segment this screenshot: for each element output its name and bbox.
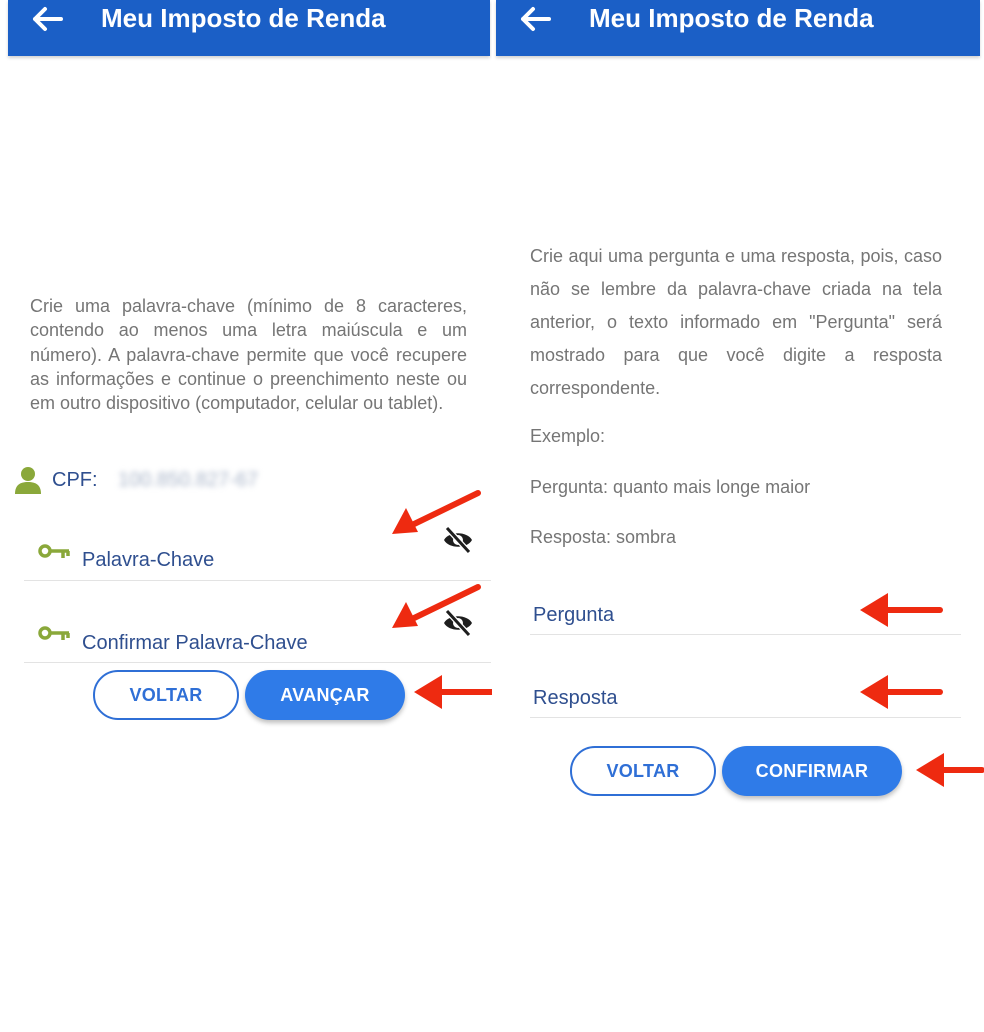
example-question: Pergunta: quanto mais longe maior	[530, 477, 811, 497]
keyword-instructions: Crie uma palavra-chave (mínimo de 8 caracteres, contendo ao menos uma letra maiúscula e um número). A palavra-chave permite que você recupere as informações e continue o preenchimento neste ou em outro dispositivo (computador, celular ou tablet).	[30, 296, 467, 414]
cpf-label: CPF:	[52, 469, 98, 491]
key-icon	[38, 544, 70, 560]
back-button[interactable]: VOLTAR	[570, 746, 716, 796]
cpf-value: 100.850.827-67	[118, 469, 259, 491]
arrow-left-icon[interactable]	[520, 6, 552, 32]
question-instructions: Crie aqui uma pergunta e uma resposta, pois, caso não se lembre da palavra-chave criada na tela anterior, o texto informado em "Pergunta" será mostrado para que você digite a resposta correspondente.	[530, 246, 942, 398]
keyword-field-label: Palavra-Chave	[82, 549, 215, 571]
example-answer: Resposta: sombra	[530, 527, 677, 547]
confirm-button[interactable]: CONFIRMAR	[722, 746, 902, 796]
key-icon	[38, 626, 70, 642]
back-button[interactable]: VOLTAR	[93, 670, 239, 720]
person-icon	[14, 466, 42, 494]
arrow-left-icon[interactable]	[32, 6, 64, 32]
app-bar	[8, 0, 490, 56]
app-bar	[496, 0, 980, 56]
annotation-arrow	[388, 582, 484, 632]
answer-field-label: Resposta	[533, 687, 618, 709]
annotation-arrow	[410, 672, 492, 712]
app-title: Meu Imposto de Renda	[101, 3, 386, 33]
confirm-keyword-field-label: Confirmar Palavra-Chave	[82, 632, 308, 654]
app-title: Meu Imposto de Renda	[589, 3, 874, 33]
annotation-arrow	[856, 672, 944, 712]
right-screen	[492, 0, 984, 1032]
next-button[interactable]: AVANÇAR	[245, 670, 405, 720]
annotation-arrow	[388, 488, 484, 538]
cpf-row	[14, 464, 314, 498]
annotation-arrow	[912, 750, 984, 790]
annotation-arrow	[856, 590, 944, 630]
example-label: Exemplo:	[530, 426, 606, 446]
question-field-label: Pergunta	[533, 604, 615, 626]
